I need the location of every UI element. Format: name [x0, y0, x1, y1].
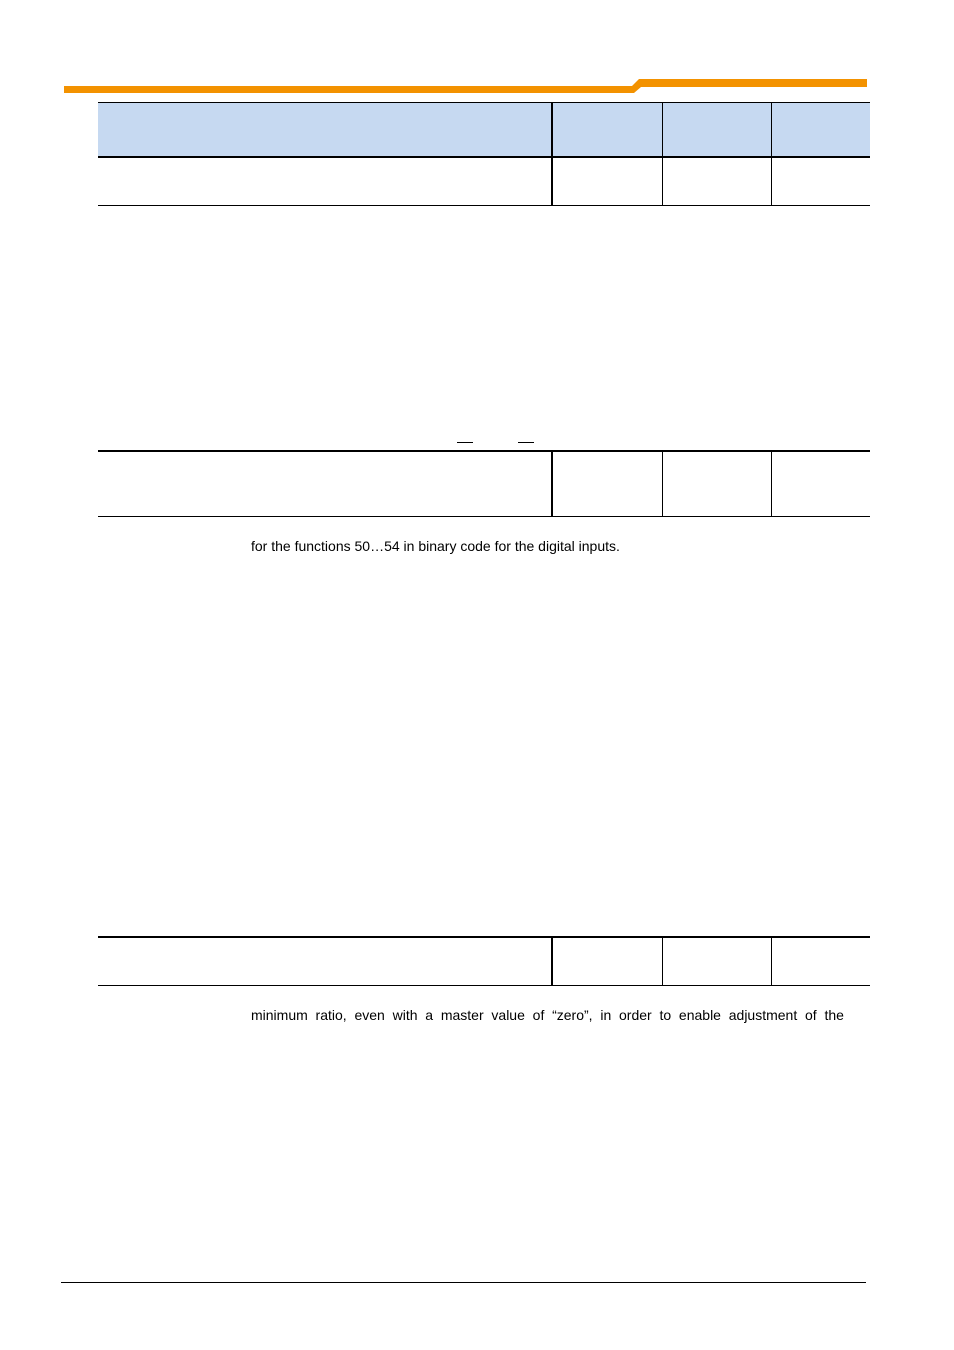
table-3-divider-2: [662, 937, 663, 985]
header-accent-band: [0, 0, 954, 100]
parameter-table-header: [98, 103, 870, 157]
minimum-ratio-note: minimum ratio, even with a master value of “zero”, in order to enable adjustment of the: [251, 1007, 844, 1023]
overline-mark-2: [518, 442, 534, 443]
table-2-bottom-border: [98, 516, 870, 517]
table-3-divider-1: [551, 937, 553, 985]
table-2-divider-2: [662, 451, 663, 516]
table-2-divider-1: [551, 451, 553, 516]
table-1-top-border: [98, 102, 870, 103]
footer-rule: [61, 1282, 866, 1283]
table-3-divider-3: [771, 937, 772, 985]
header-accent-shape: [64, 79, 867, 93]
table-2-top-border: [98, 450, 870, 452]
binary-code-note: for the functions 50…54 in binary code for the digital inputs.: [251, 538, 620, 554]
overline-mark-1: [457, 442, 473, 443]
table-1-divider-1: [551, 102, 553, 205]
table-1-divider-3: [771, 102, 772, 205]
table-1-header-bottom-border: [98, 156, 870, 158]
table-2-divider-3: [771, 451, 772, 516]
table-1-bottom-border: [98, 205, 870, 206]
table-1-divider-2: [662, 102, 663, 205]
table-3-bottom-border: [98, 985, 870, 986]
table-3-top-border: [98, 936, 870, 938]
